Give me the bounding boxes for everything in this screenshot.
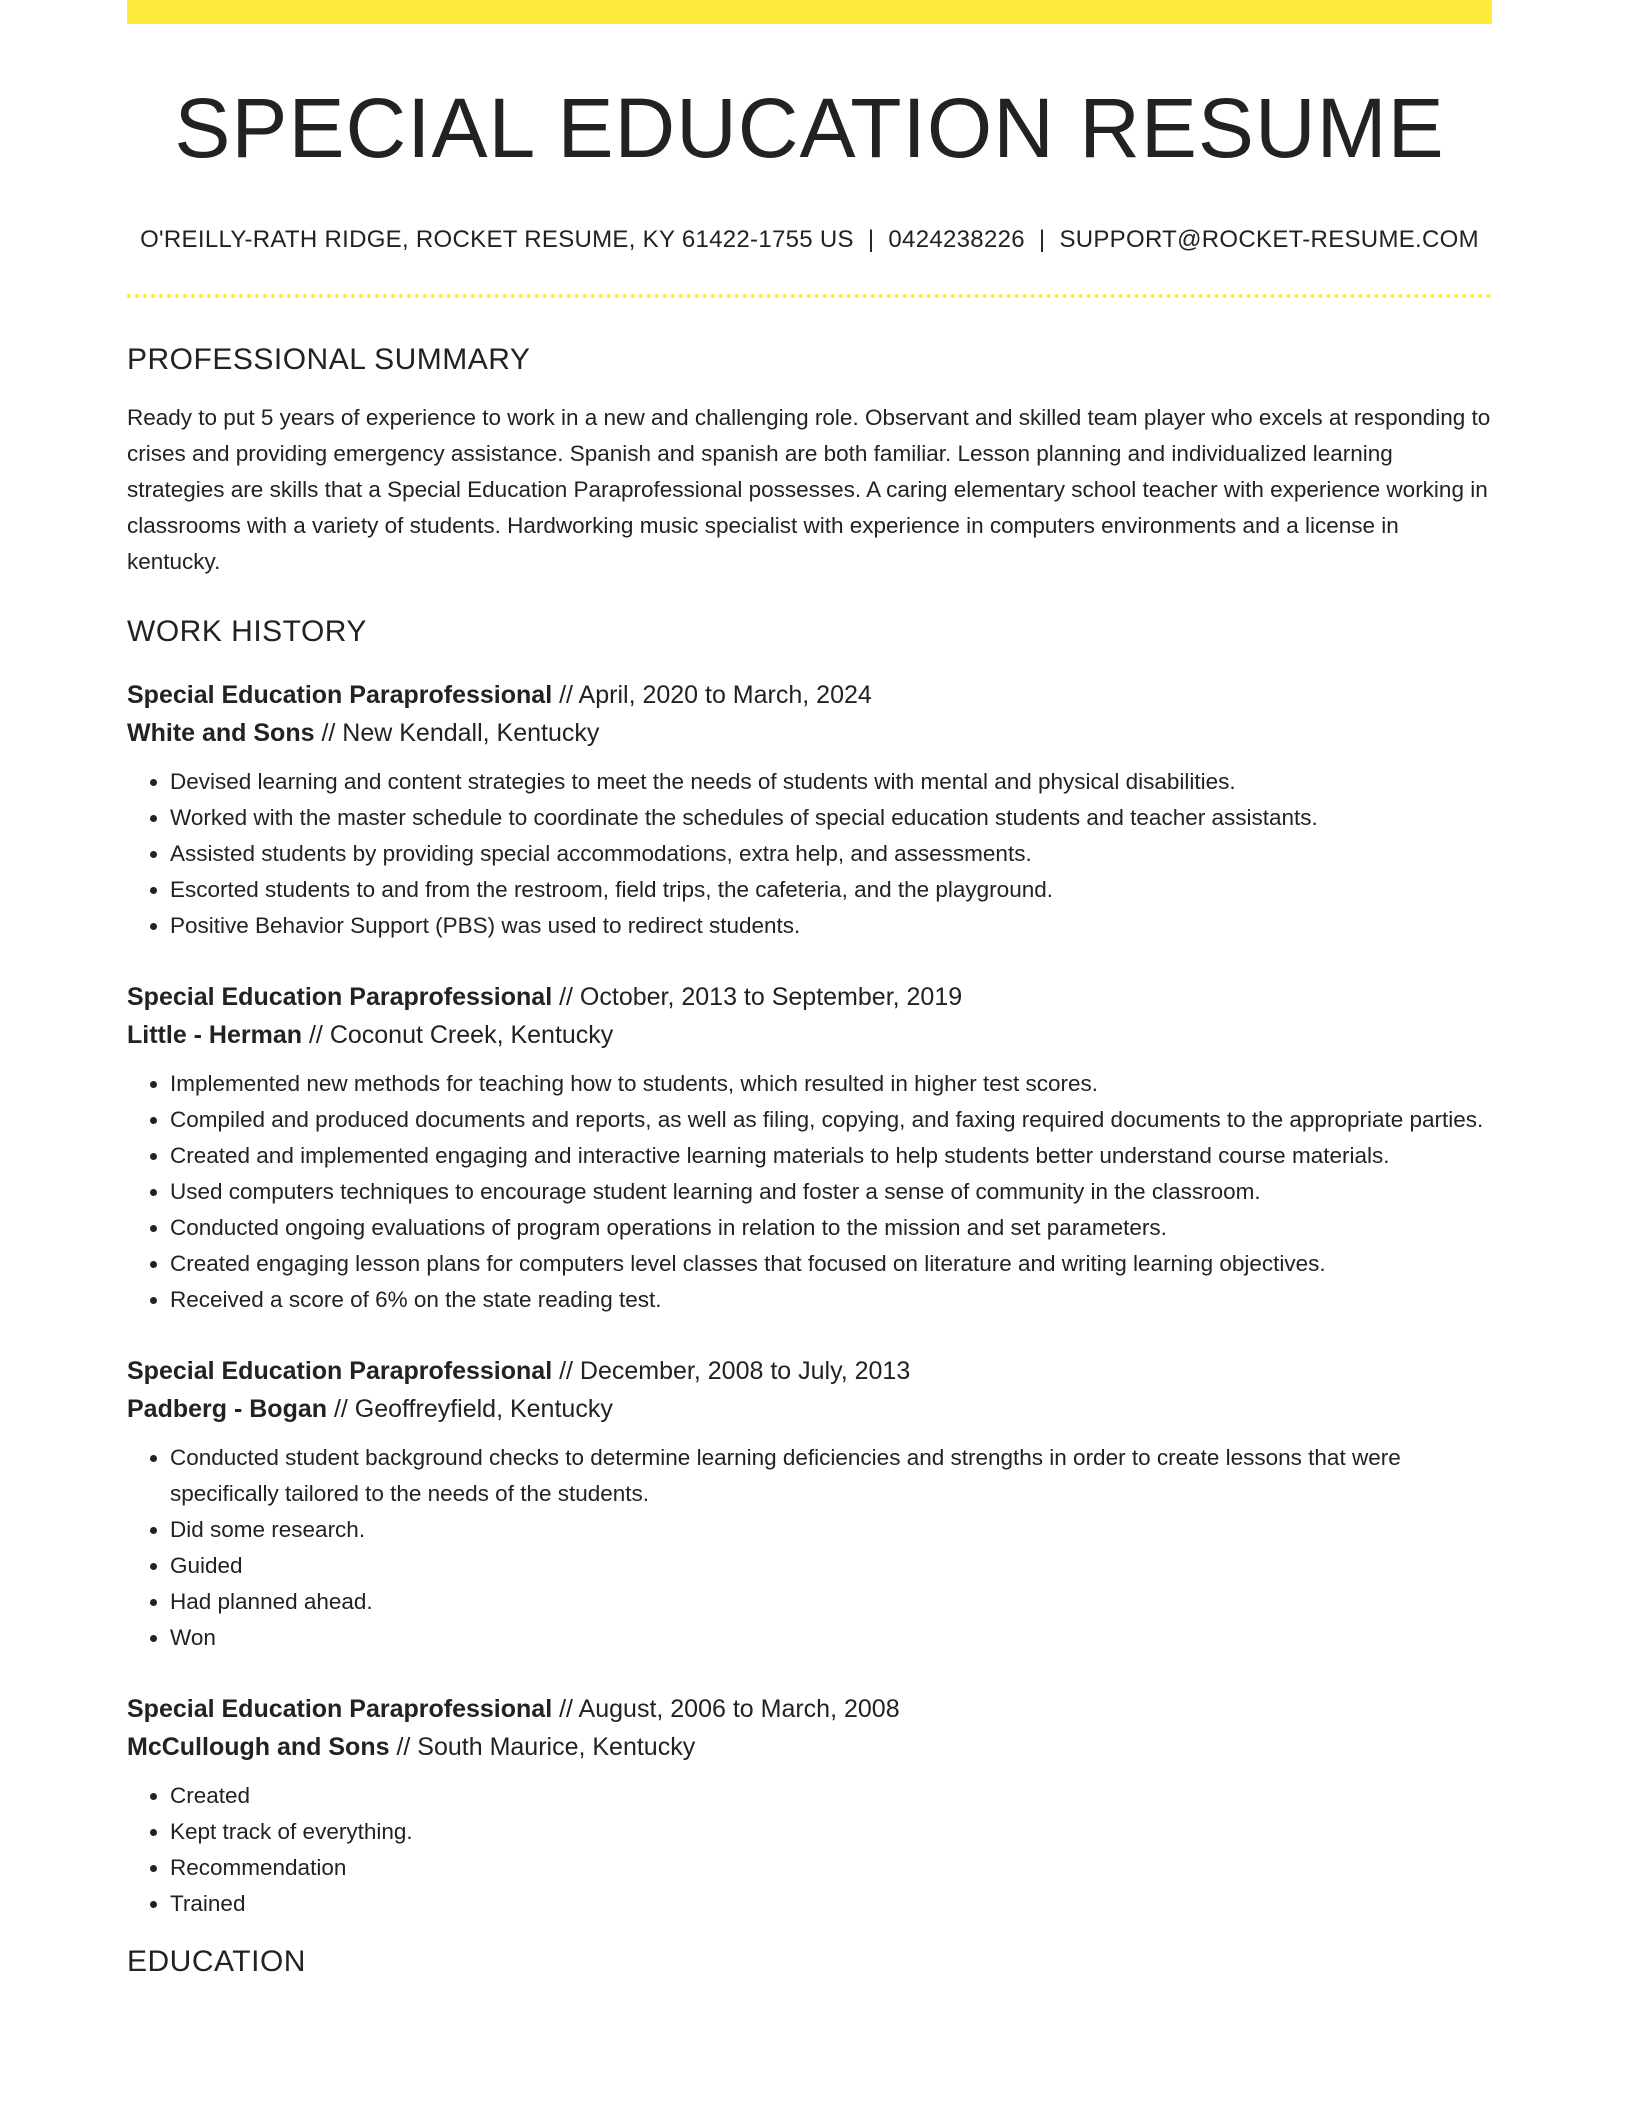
job-company-line	[127, 1016, 1492, 1054]
list-item: • Compiled and produced documents and reports, as well as filing, copying, and faxing required documents to the appropriate parties.	[170, 1102, 1492, 1138]
list-item: • Conducted student background checks to determine learning deficiencies and strengths in order to create lessons that were specifically tailored to the needs of the students.	[170, 1440, 1492, 1512]
job-location: // Geoffreyfield, Kentucky	[333, 1394, 613, 1423]
job-bullet-list	[127, 1778, 1492, 1922]
job-company-line	[127, 714, 1492, 752]
list-item: • Created and implemented engaging and interactive learning materials to help students better understand course materials.	[170, 1138, 1492, 1174]
list-item: • Worked with the master schedule to coordinate the schedules of special education students and teacher assistants.	[170, 800, 1492, 836]
list-item: • Positive Behavior Support (PBS) was used to redirect students.	[170, 908, 1492, 944]
job-company: McCullough and Sons	[127, 1732, 390, 1761]
job-entry	[127, 676, 1492, 944]
contact-email: SUPPORT@ROCKET-RESUME.COM	[1059, 226, 1479, 254]
job-dates: // October, 2013 to September, 2019	[559, 982, 963, 1011]
work-history-heading: WORK HISTORY	[127, 614, 367, 648]
work-history-list	[127, 676, 1492, 1922]
job-role: Special Education Paraprofessional	[127, 1694, 553, 1723]
resume-title: SPECIAL EDUCATION RESUME	[174, 81, 1445, 175]
list-item: • Escorted students to and from the restroom, field trips, the cafeteria, and the playground.	[170, 872, 1492, 908]
job-entry	[127, 1690, 1492, 1922]
job-title-line	[127, 1690, 1492, 1728]
job-bullet-list	[127, 1066, 1492, 1318]
job-location: // South Maurice, Kentucky	[396, 1732, 696, 1761]
list-item: • Had planned ahead.	[170, 1584, 1492, 1620]
job-title-line	[127, 676, 1492, 714]
list-item: • Devised learning and content strategies to meet the needs of students with mental and physical disabilities.	[170, 764, 1492, 800]
job-dates: // December, 2008 to July, 2013	[559, 1356, 911, 1385]
summary-heading: PROFESSIONAL SUMMARY	[127, 342, 531, 376]
list-item: • Guided	[170, 1548, 1492, 1584]
contact-separator: |	[1038, 226, 1046, 254]
list-item: • Created engaging lesson plans for computers level classes that focused on literature and writing learning objectives.	[170, 1246, 1492, 1282]
list-item: • Trained	[170, 1886, 1492, 1922]
job-role: Special Education Paraprofessional	[127, 680, 553, 709]
list-item: • Recommendation	[170, 1850, 1492, 1886]
top-accent-bar	[127, 0, 1492, 24]
list-item: • Won	[170, 1620, 1492, 1656]
header-divider	[127, 294, 1492, 298]
list-item: • Assisted students by providing special accommodations, extra help, and assessments.	[170, 836, 1492, 872]
job-role: Special Education Paraprofessional	[127, 982, 553, 1011]
list-item: • Received a score of 6% on the state reading test.	[170, 1282, 1492, 1318]
list-item: • Conducted ongoing evaluations of program operations in relation to the mission and set parameters.	[170, 1210, 1492, 1246]
job-role: Special Education Paraprofessional	[127, 1356, 553, 1385]
job-title-line	[127, 1352, 1492, 1390]
job-company: Little - Herman	[127, 1020, 303, 1049]
job-title-line	[127, 978, 1492, 1016]
list-item: • Kept track of everything.	[170, 1814, 1492, 1850]
job-dates: // April, 2020 to March, 2024	[559, 680, 872, 709]
summary-text: Ready to put 5 years of experience to work in a new and challenging role. Observant and skilled team player who excels at responding to crises and providing emergency assistance. Spanish and spanish are both familiar. Lesson planning and individualized learning strategies are skills that a Special Education Paraprofessional possesses. A caring elementary school teacher with experience working in classrooms with a variety of students. Hardworking music specialist with experience in computers environments and a license in kentucky.	[127, 404, 1491, 574]
contact-address: O'REILLY-RATH RIDGE, ROCKET RESUME, KY 61422-1755 US	[140, 226, 854, 254]
job-location: // New Kendall, Kentucky	[321, 718, 600, 747]
list-item: • Created	[170, 1778, 1492, 1814]
job-company-line	[127, 1728, 1492, 1766]
contact-separator: |	[867, 226, 875, 254]
job-entry	[127, 978, 1492, 1318]
contact-phone: 0424238226	[888, 226, 1025, 254]
job-dates: // August, 2006 to March, 2008	[559, 1694, 900, 1723]
education-heading: EDUCATION	[127, 1944, 306, 1978]
job-bullet-list	[127, 764, 1492, 944]
job-location: // Coconut Creek, Kentucky	[308, 1020, 614, 1049]
list-item: • Did some research.	[170, 1512, 1492, 1548]
contact-line	[127, 224, 1492, 255]
list-item: • Used computers techniques to encourage student learning and foster a sense of community in the classroom.	[170, 1174, 1492, 1210]
job-entry	[127, 1352, 1492, 1656]
job-company-line	[127, 1390, 1492, 1428]
list-item: • Implemented new methods for teaching how to students, which resulted in higher test scores.	[170, 1066, 1492, 1102]
job-company: Padberg - Bogan	[127, 1394, 328, 1423]
resume-page	[127, 0, 1492, 1980]
job-bullet-list	[127, 1440, 1492, 1656]
job-company: White and Sons	[127, 718, 315, 747]
